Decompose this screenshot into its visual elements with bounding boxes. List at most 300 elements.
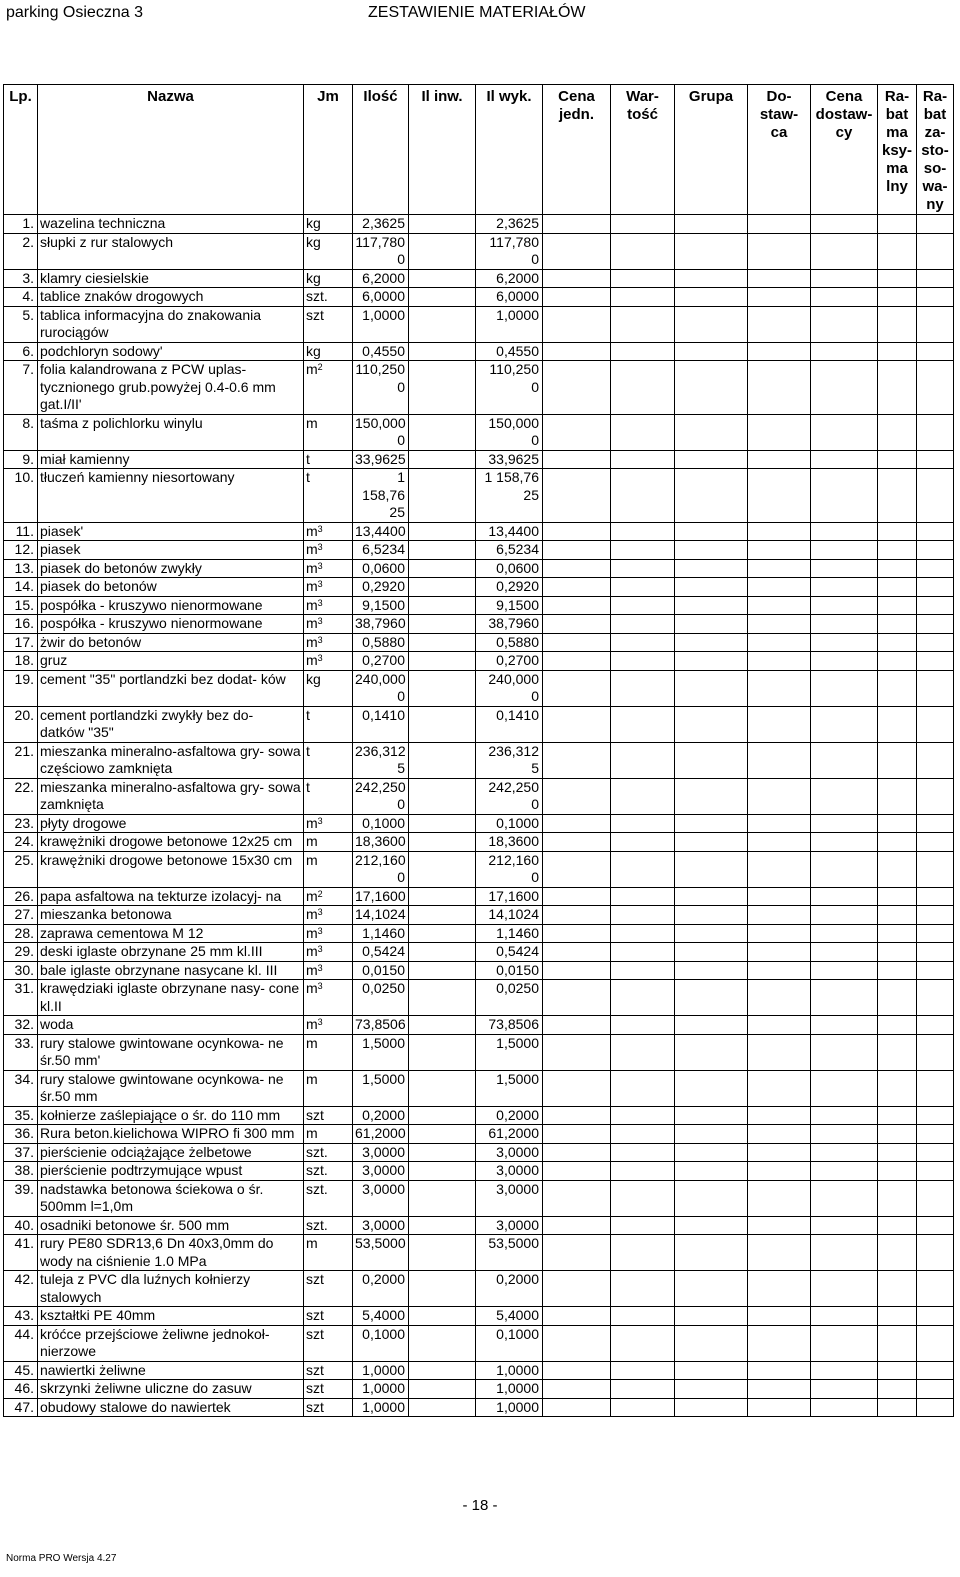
cell-lp: 35.: [4, 1106, 38, 1125]
cell-ilosc: 0,5424: [353, 943, 409, 962]
cell-jm: [304, 578, 353, 597]
cell-il-inw: [409, 615, 476, 634]
cell-dostawca: [748, 269, 811, 288]
cell-grupa: [675, 541, 748, 560]
unit-text: m: [306, 541, 318, 557]
unit-text: m: [306, 1125, 318, 1141]
software-version: Norma PRO Wersja 4.27: [6, 1553, 117, 1564]
cell-rabat-zastosowany: [917, 1235, 954, 1271]
cell-rabat-zastosowany: [917, 522, 954, 541]
cell-nazwa: płyty drogowe: [38, 814, 304, 833]
cell-cena-dostawcy: [811, 961, 878, 980]
cell-cena-jedn: [543, 414, 611, 450]
cell-cena-dostawcy: [811, 943, 878, 962]
cell-cena-jedn: [543, 233, 611, 269]
cell-nazwa: piasek: [38, 541, 304, 560]
cell-ilosc: 5,4000: [353, 1307, 409, 1326]
unit-text: m: [306, 887, 318, 904]
cell-nazwa: Rura beton.kielichowa WIPRO fi 300 mm: [38, 1125, 304, 1144]
cell-cena-jedn: [543, 1034, 611, 1070]
cell-jm: [304, 306, 353, 342]
cell-jm: [304, 887, 353, 906]
cell-lp: 28.: [4, 924, 38, 943]
cell-cena-dostawcy: [811, 414, 878, 450]
cell-rabat-maksymalny: [878, 596, 917, 615]
cell-cena-jedn: [543, 541, 611, 560]
cell-cena-dostawcy: [811, 233, 878, 269]
cell-grupa: [675, 1235, 748, 1271]
cell-ilosc: 0,2000: [353, 1106, 409, 1125]
cell-ilosc: 1 158,76 25: [353, 469, 409, 523]
cell-lp: 40.: [4, 1216, 38, 1235]
cell-il-inw: [409, 1361, 476, 1380]
cell-jm: [304, 1143, 353, 1162]
cell-il-inw: [409, 1325, 476, 1361]
cell-il-inw: [409, 215, 476, 234]
cell-rabat-zastosowany: [917, 742, 954, 778]
cell-dostawca: [748, 961, 811, 980]
cell-lp: 44.: [4, 1325, 38, 1361]
unit-text: m: [306, 851, 318, 868]
cell-lp: 27.: [4, 906, 38, 925]
cell-ilosc: 53,5000: [353, 1235, 409, 1271]
cell-cena-dostawcy: [811, 450, 878, 469]
cell-lp: 22.: [4, 778, 38, 814]
cell-rabat-zastosowany: [917, 1070, 954, 1106]
cell-cena-dostawcy: [811, 1143, 878, 1162]
cell-dostawca: [748, 887, 811, 906]
cell-lp: 1.: [4, 215, 38, 234]
cell-rabat-maksymalny: [878, 814, 917, 833]
cell-il-wyk: 1,5000: [476, 1070, 543, 1106]
cell-rabat-zastosowany: [917, 1307, 954, 1326]
cell-nazwa: tuleja z PVC dla luźnych kołnierzy stalowych: [38, 1271, 304, 1307]
unit-exponent: 3: [317, 925, 323, 936]
cell-il-wyk: 0,1000: [476, 814, 543, 833]
col-cena-dostawcy: Cena dostaw- cy: [811, 85, 878, 215]
cell-lp: 31.: [4, 980, 38, 1016]
cell-nazwa: mieszanka mineralno-asfaltowa gry- sowa zamknięta: [38, 778, 304, 814]
cell-lp: 6.: [4, 342, 38, 361]
cell-il-inw: [409, 906, 476, 925]
cell-cena-jedn: [543, 1271, 611, 1307]
unit-text: szt: [306, 1398, 324, 1415]
table-row: [4, 615, 954, 634]
cell-jm: [304, 906, 353, 925]
cell-wartosc: [611, 469, 675, 523]
cell-lp: 37.: [4, 1143, 38, 1162]
table-row: [4, 670, 954, 706]
cell-cena-dostawcy: [811, 1034, 878, 1070]
cell-jm: [304, 1235, 353, 1271]
cell-lp: 20.: [4, 706, 38, 742]
cell-grupa: [675, 361, 748, 415]
cell-wartosc: [611, 706, 675, 742]
cell-cena-dostawcy: [811, 269, 878, 288]
cell-lp: 8.: [4, 414, 38, 450]
cell-wartosc: [611, 980, 675, 1016]
cell-rabat-maksymalny: [878, 342, 917, 361]
unit-text: m: [306, 652, 318, 668]
unit-text: kg: [306, 670, 321, 687]
cell-il-inw: [409, 1162, 476, 1181]
cell-rabat-maksymalny: [878, 1307, 917, 1326]
cell-rabat-maksymalny: [878, 1106, 917, 1125]
cell-cena-jedn: [543, 1235, 611, 1271]
cell-grupa: [675, 1162, 748, 1181]
cell-jm: [304, 1125, 353, 1144]
cell-grupa: [675, 522, 748, 541]
cell-grupa: [675, 887, 748, 906]
cell-lp: 29.: [4, 943, 38, 962]
cell-dostawca: [748, 906, 811, 925]
cell-ilosc: 1,0000: [353, 1398, 409, 1417]
cell-ilosc: 0,2000: [353, 1271, 409, 1307]
cell-cena-dostawcy: [811, 288, 878, 307]
cell-rabat-maksymalny: [878, 906, 917, 925]
cell-rabat-zastosowany: [917, 833, 954, 852]
cell-grupa: [675, 1125, 748, 1144]
cell-rabat-maksymalny: [878, 1016, 917, 1035]
cell-il-wyk: 1,0000: [476, 1361, 543, 1380]
cell-cena-jedn: [543, 1125, 611, 1144]
unit-text: m: [306, 578, 318, 594]
cell-dostawca: [748, 1106, 811, 1125]
unit-text: m: [306, 414, 318, 431]
unit-text: m: [306, 1235, 318, 1251]
cell-wartosc: [611, 450, 675, 469]
cell-nazwa: rury PE80 SDR13,6 Dn 40x3,0mm do wody na ciśnienie 1.0 MPa: [38, 1235, 304, 1271]
cell-lp: 30.: [4, 961, 38, 980]
cell-nazwa: obudowy stalowe do nawiertek: [38, 1398, 304, 1417]
cell-rabat-zastosowany: [917, 943, 954, 962]
cell-jm: [304, 1307, 353, 1326]
table-row: [4, 980, 954, 1016]
cell-il-wyk: 0,1410: [476, 706, 543, 742]
cell-il-wyk: 1 158,76 25: [476, 469, 543, 523]
unit-text: szt.: [306, 288, 328, 304]
cell-cena-dostawcy: [811, 1271, 878, 1307]
cell-cena-jedn: [543, 961, 611, 980]
cell-rabat-zastosowany: [917, 541, 954, 560]
cell-il-wyk: 1,0000: [476, 1380, 543, 1399]
table-row: [4, 851, 954, 887]
cell-il-inw: [409, 469, 476, 523]
cell-il-wyk: 13,4400: [476, 522, 543, 541]
cell-dostawca: [748, 578, 811, 597]
cell-rabat-maksymalny: [878, 615, 917, 634]
document-project-name: parking Osieczna 3: [6, 4, 143, 21]
cell-il-wyk: 0,2000: [476, 1271, 543, 1307]
cell-il-wyk: 117,780 0: [476, 233, 543, 269]
cell-cena-jedn: [543, 1216, 611, 1235]
cell-dostawca: [748, 1034, 811, 1070]
cell-grupa: [675, 924, 748, 943]
cell-rabat-zastosowany: [917, 361, 954, 415]
table-row: [4, 1016, 954, 1035]
cell-jm: [304, 1380, 353, 1399]
cell-il-inw: [409, 943, 476, 962]
cell-cena-dostawcy: [811, 906, 878, 925]
cell-il-wyk: 0,2000: [476, 1106, 543, 1125]
cell-grupa: [675, 961, 748, 980]
table-body: [4, 215, 954, 1417]
cell-wartosc: [611, 670, 675, 706]
cell-lp: 13.: [4, 559, 38, 578]
cell-ilosc: 0,0600: [353, 559, 409, 578]
cell-jm: [304, 1162, 353, 1181]
unit-text: szt: [306, 1361, 324, 1378]
cell-jm: [304, 469, 353, 523]
col-cena-jedn: Cena jedn.: [543, 85, 611, 215]
cell-wartosc: [611, 814, 675, 833]
cell-rabat-maksymalny: [878, 742, 917, 778]
cell-ilosc: 240,000 0: [353, 670, 409, 706]
cell-jm: [304, 1271, 353, 1307]
cell-jm: [304, 633, 353, 652]
unit-exponent: 3: [317, 579, 323, 589]
unit-text: m: [306, 1034, 318, 1051]
cell-cena-dostawcy: [811, 833, 878, 852]
unit-text: m: [306, 615, 318, 631]
cell-cena-jedn: [543, 742, 611, 778]
cell-cena-jedn: [543, 887, 611, 906]
cell-rabat-zastosowany: [917, 1361, 954, 1380]
unit-text: t: [306, 778, 310, 795]
cell-ilosc: 242,250 0: [353, 778, 409, 814]
unit-exponent: 3: [317, 560, 323, 571]
cell-grupa: [675, 1398, 748, 1417]
col-ilosc: Ilość: [353, 85, 409, 215]
unit-text: kg: [306, 269, 321, 286]
cell-rabat-zastosowany: [917, 288, 954, 307]
cell-cena-dostawcy: [811, 980, 878, 1016]
unit-text: kg: [306, 215, 321, 231]
cell-rabat-zastosowany: [917, 1271, 954, 1307]
table-row: [4, 1034, 954, 1070]
col-nazwa: Nazwa: [38, 85, 304, 215]
unit-text: kg: [306, 342, 321, 359]
cell-cena-jedn: [543, 1106, 611, 1125]
cell-dostawca: [748, 943, 811, 962]
cell-il-wyk: 1,1460: [476, 924, 543, 943]
cell-ilosc: 3,0000: [353, 1162, 409, 1181]
cell-il-wyk: 3,0000: [476, 1216, 543, 1235]
cell-il-wyk: 0,2700: [476, 652, 543, 671]
cell-nazwa: folia kalandrowana z PCW uplas- tycznionego grub.powyżej 0.4-0.6 mm gat.I/II': [38, 361, 304, 415]
cell-rabat-maksymalny: [878, 887, 917, 906]
cell-grupa: [675, 1271, 748, 1307]
col-wartosc: War- tość: [611, 85, 675, 215]
cell-grupa: [675, 1143, 748, 1162]
cell-wartosc: [611, 1034, 675, 1070]
cell-rabat-maksymalny: [878, 833, 917, 852]
cell-wartosc: [611, 924, 675, 943]
cell-rabat-maksymalny: [878, 670, 917, 706]
cell-grupa: [675, 742, 748, 778]
cell-dostawca: [748, 559, 811, 578]
cell-nazwa: wazelina techniczna: [38, 215, 304, 234]
cell-il-wyk: 17,1600: [476, 887, 543, 906]
unit-text: t: [306, 706, 310, 723]
cell-jm: [304, 1325, 353, 1361]
unit-exponent: 3: [317, 523, 323, 534]
table-row: [4, 578, 954, 597]
cell-nazwa: cement "35" portlandzki bez dodat- ków: [38, 670, 304, 706]
cell-il-wyk: 14,1024: [476, 906, 543, 925]
cell-rabat-zastosowany: [917, 924, 954, 943]
cell-nazwa: pospółka - kruszywo nienormowane: [38, 615, 304, 634]
cell-dostawca: [748, 833, 811, 852]
cell-wartosc: [611, 961, 675, 980]
cell-il-inw: [409, 269, 476, 288]
unit-text: szt.: [306, 1143, 328, 1160]
cell-ilosc: 1,1460: [353, 924, 409, 943]
cell-wartosc: [611, 652, 675, 671]
cell-nazwa: cement portlandzki zwykły bez do- datków "35": [38, 706, 304, 742]
unit-exponent: 3: [317, 653, 323, 663]
cell-cena-jedn: [543, 1180, 611, 1216]
cell-cena-dostawcy: [811, 1361, 878, 1380]
cell-rabat-zastosowany: [917, 1034, 954, 1070]
cell-dostawca: [748, 706, 811, 742]
table-row: [4, 887, 954, 906]
cell-rabat-zastosowany: [917, 887, 954, 906]
col-jm: Jm: [304, 85, 353, 215]
cell-cena-dostawcy: [811, 342, 878, 361]
unit-text: m: [306, 980, 318, 996]
cell-lp: 36.: [4, 1125, 38, 1144]
table-row: [4, 943, 954, 962]
cell-jm: [304, 742, 353, 778]
cell-cena-dostawcy: [811, 469, 878, 523]
cell-cena-jedn: [543, 851, 611, 887]
cell-ilosc: 0,2700: [353, 652, 409, 671]
cell-lp: 12.: [4, 541, 38, 560]
cell-dostawca: [748, 1380, 811, 1399]
cell-rabat-maksymalny: [878, 1235, 917, 1271]
unit-exponent: 3: [317, 634, 323, 645]
table-row: [4, 1235, 954, 1271]
cell-il-inw: [409, 596, 476, 615]
cell-cena-dostawcy: [811, 1325, 878, 1361]
cell-ilosc: 18,3600: [353, 833, 409, 852]
cell-cena-jedn: [543, 522, 611, 541]
cell-cena-dostawcy: [811, 814, 878, 833]
cell-wartosc: [611, 887, 675, 906]
cell-nazwa: tablice znaków drogowych: [38, 288, 304, 307]
cell-jm: [304, 450, 353, 469]
cell-cena-dostawcy: [811, 215, 878, 234]
col-grupa: Grupa: [675, 85, 748, 215]
cell-nazwa: zaprawa cementowa M 12: [38, 924, 304, 943]
cell-cena-jedn: [543, 1325, 611, 1361]
cell-cena-dostawcy: [811, 1235, 878, 1271]
cell-il-inw: [409, 814, 476, 833]
cell-il-inw: [409, 887, 476, 906]
cell-ilosc: 6,5234: [353, 541, 409, 560]
cell-grupa: [675, 778, 748, 814]
cell-wartosc: [611, 1180, 675, 1216]
cell-wartosc: [611, 414, 675, 450]
table-row: [4, 1180, 954, 1216]
cell-lp: 42.: [4, 1271, 38, 1307]
cell-rabat-zastosowany: [917, 1325, 954, 1361]
cell-cena-dostawcy: [811, 578, 878, 597]
cell-jm: [304, 961, 353, 980]
cell-rabat-maksymalny: [878, 1180, 917, 1216]
cell-cena-dostawcy: [811, 306, 878, 342]
table-row: [4, 541, 954, 560]
cell-il-inw: [409, 541, 476, 560]
cell-il-wyk: 3,0000: [476, 1162, 543, 1181]
cell-jm: [304, 414, 353, 450]
cell-nazwa: piasek do betonów: [38, 578, 304, 597]
cell-cena-dostawcy: [811, 596, 878, 615]
cell-wartosc: [611, 1070, 675, 1106]
cell-cena-jedn: [543, 1162, 611, 1181]
cell-rabat-zastosowany: [917, 1125, 954, 1144]
unit-text: m: [306, 814, 318, 831]
cell-il-wyk: 0,5424: [476, 943, 543, 962]
cell-cena-dostawcy: [811, 522, 878, 541]
cell-dostawca: [748, 1125, 811, 1144]
cell-rabat-maksymalny: [878, 306, 917, 342]
cell-il-wyk: 0,0150: [476, 961, 543, 980]
cell-lp: 34.: [4, 1070, 38, 1106]
cell-cena-jedn: [543, 596, 611, 615]
cell-il-inw: [409, 778, 476, 814]
cell-dostawca: [748, 1180, 811, 1216]
table-row: [4, 522, 954, 541]
cell-il-wyk: 6,2000: [476, 269, 543, 288]
cell-rabat-maksymalny: [878, 851, 917, 887]
cell-rabat-zastosowany: [917, 961, 954, 980]
cell-rabat-zastosowany: [917, 814, 954, 833]
cell-nazwa: słupki z rur stalowych: [38, 233, 304, 269]
unit-text: m: [306, 943, 318, 959]
cell-grupa: [675, 269, 748, 288]
cell-jm: [304, 1106, 353, 1125]
cell-il-inw: [409, 980, 476, 1016]
cell-lp: 46.: [4, 1380, 38, 1399]
unit-text: m: [306, 633, 318, 650]
unit-exponent: 3: [317, 1017, 323, 1027]
cell-rabat-zastosowany: [917, 1143, 954, 1162]
cell-ilosc: 0,2920: [353, 578, 409, 597]
cell-grupa: [675, 1106, 748, 1125]
cell-lp: 2.: [4, 233, 38, 269]
cell-il-inw: [409, 706, 476, 742]
cell-grupa: [675, 306, 748, 342]
unit-text: szt: [306, 306, 324, 323]
cell-jm: [304, 559, 353, 578]
cell-grupa: [675, 980, 748, 1016]
cell-ilosc: 0,1000: [353, 814, 409, 833]
cell-grupa: [675, 633, 748, 652]
cell-nazwa: żwir do betonów: [38, 633, 304, 652]
cell-il-inw: [409, 1235, 476, 1271]
cell-cena-dostawcy: [811, 1180, 878, 1216]
cell-ilosc: 9,1500: [353, 596, 409, 615]
cell-grupa: [675, 1216, 748, 1235]
table-row: [4, 1125, 954, 1144]
cell-ilosc: 0,0150: [353, 961, 409, 980]
table-row: [4, 961, 954, 980]
cell-lp: 26.: [4, 887, 38, 906]
cell-cena-jedn: [543, 980, 611, 1016]
table-row: [4, 814, 954, 833]
